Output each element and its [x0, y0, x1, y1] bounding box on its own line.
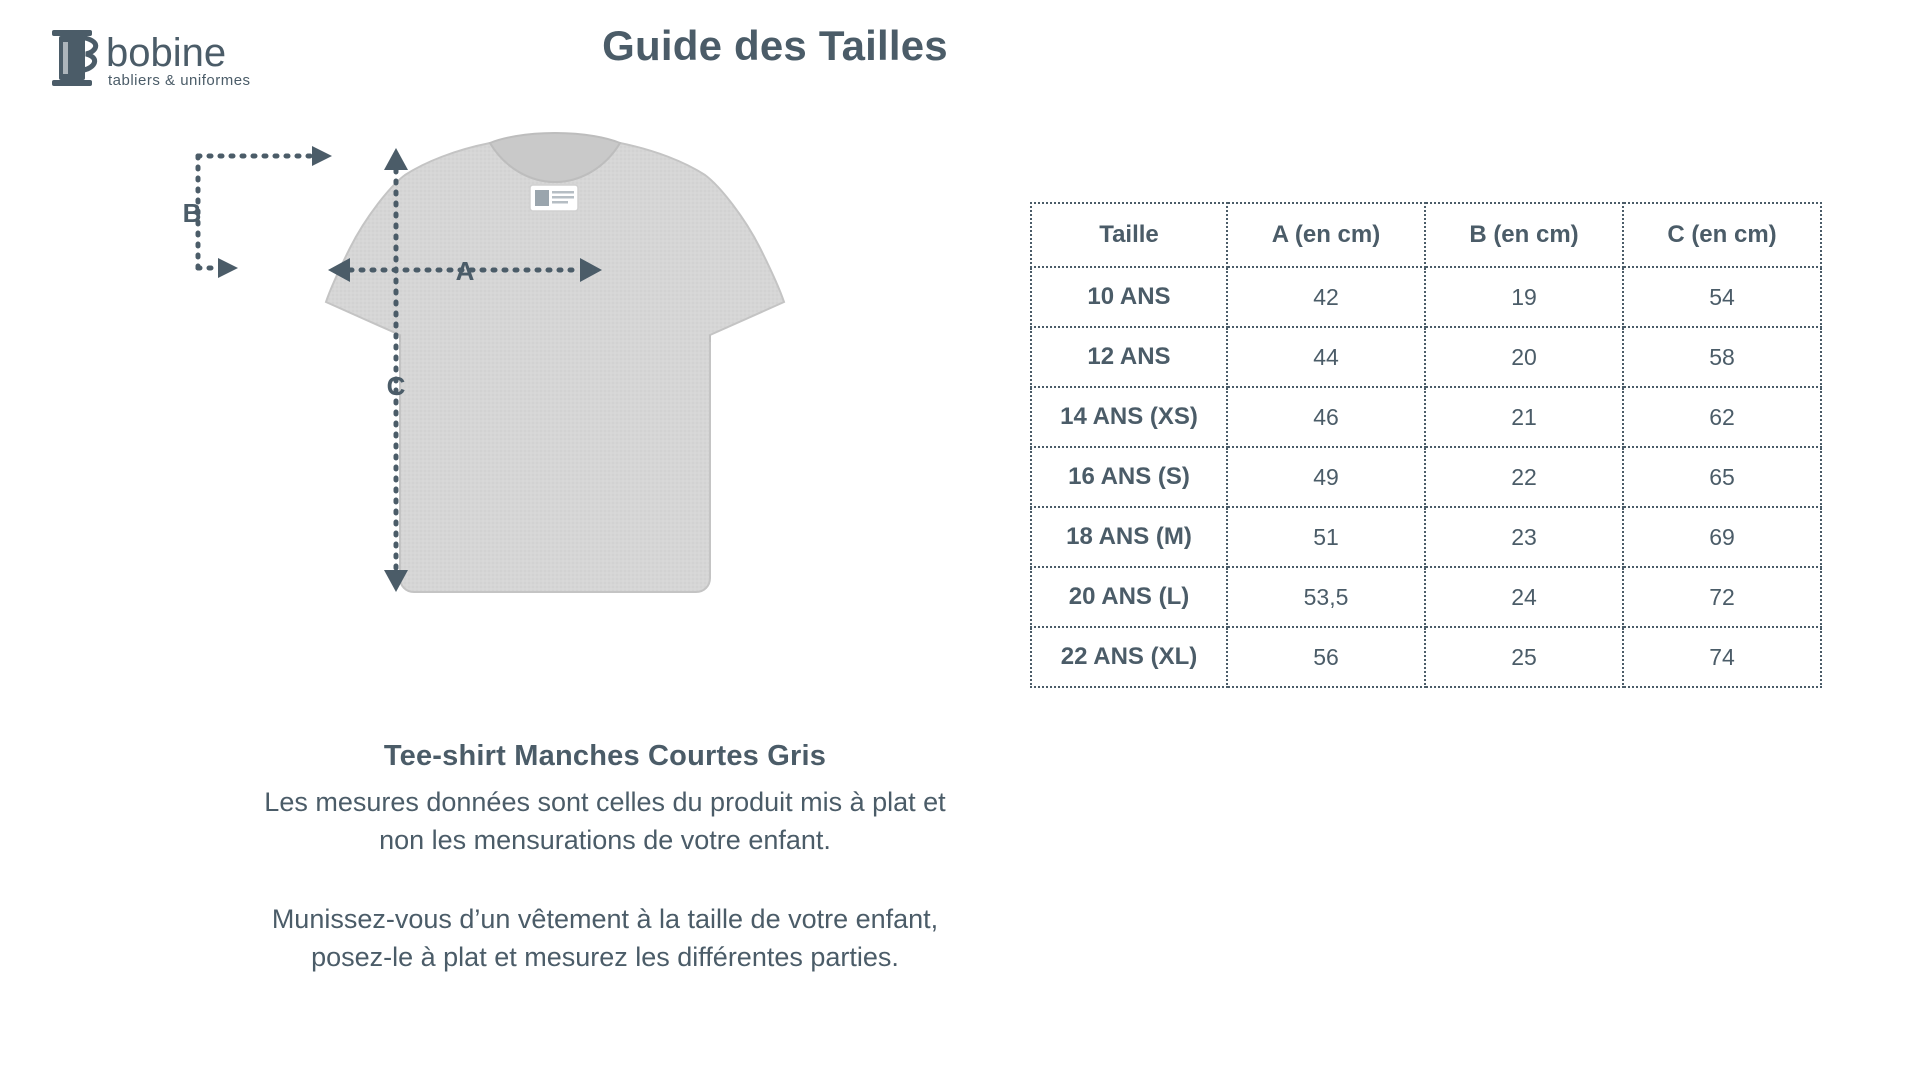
- cell-a: 51: [1227, 507, 1425, 567]
- table-row: [1031, 327, 1821, 387]
- cell-size: 14 ANS (XS): [1031, 387, 1227, 447]
- cell-size: 16 ANS (S): [1031, 447, 1227, 507]
- dimension-c-label: C: [386, 371, 406, 401]
- caption-line-3: Munissez-vous d’un vêtement à la taille de votre enfant,: [271, 903, 939, 934]
- neck-label-icon: [530, 185, 578, 211]
- cell-b: 24: [1425, 567, 1623, 627]
- page-title-text: Guide des Tailles: [602, 22, 948, 69]
- dimension-b-line: [198, 156, 312, 268]
- cell-c: 74: [1623, 627, 1821, 687]
- product-name: Tee-shirt Manches Courtes Gris: [383, 740, 827, 772]
- dimension-b-label: B: [182, 198, 202, 228]
- table-row: [1031, 267, 1821, 327]
- tshirt-icon: [182, 130, 880, 730]
- caption-line-1: Les mesures données sont celles du produit mis à plat et: [264, 787, 946, 817]
- table-header-row: [1031, 203, 1821, 267]
- cell-a: 46: [1227, 387, 1425, 447]
- cell-size: 18 ANS (M): [1031, 507, 1227, 567]
- dimension-b-arrow-top: [312, 146, 332, 166]
- cell-b: 22: [1425, 447, 1623, 507]
- cell-size: 22 ANS (XL): [1031, 627, 1227, 687]
- product-illustration: [182, 130, 880, 730]
- caption-line-4: posez-le à plat et mesurez les différentes parties.: [311, 941, 899, 972]
- cell-c: 54: [1623, 267, 1821, 327]
- table-row: [1031, 387, 1821, 447]
- table-row: [1031, 507, 1821, 567]
- table-row: [1031, 447, 1821, 507]
- dimension-a-label: A: [455, 256, 475, 286]
- cell-c: 62: [1623, 387, 1821, 447]
- cell-c: 72: [1623, 567, 1821, 627]
- column-header-b: B (en cm): [1425, 203, 1623, 267]
- cell-b: 25: [1425, 627, 1623, 687]
- dimension-b-arrow-bottom: [218, 258, 238, 278]
- table-row: [1031, 627, 1821, 687]
- dimension-c-arrow-top: [384, 148, 408, 170]
- cell-size: 12 ANS: [1031, 327, 1227, 387]
- cell-b: 23: [1425, 507, 1623, 567]
- size-table: [1030, 202, 1822, 688]
- page-title: [0, 22, 1920, 70]
- cell-a: 44: [1227, 327, 1425, 387]
- caption-block: [60, 740, 1150, 976]
- cell-c: 69: [1623, 507, 1821, 567]
- column-header-size: Taille: [1031, 203, 1227, 267]
- cell-b: 20: [1425, 327, 1623, 387]
- caption-spacer: [60, 860, 1150, 900]
- logo-wordmark: bobine: [106, 31, 227, 75]
- cell-a: 42: [1227, 267, 1425, 327]
- caption-line-2: non les mensurations de votre enfant.: [379, 825, 831, 856]
- cell-a: 53,5: [1227, 567, 1425, 627]
- cell-a: 49: [1227, 447, 1425, 507]
- logo-tagline: tabliers & uniformes: [108, 72, 251, 89]
- cell-size: 20 ANS (L): [1031, 567, 1227, 627]
- table-row: [1031, 567, 1821, 627]
- cell-c: 58: [1623, 327, 1821, 387]
- column-header-c: C (en cm): [1623, 203, 1821, 267]
- cell-a: 56: [1227, 627, 1425, 687]
- column-header-a: A (en cm): [1227, 203, 1425, 267]
- cell-c: 65: [1623, 447, 1821, 507]
- cell-size: 10 ANS: [1031, 267, 1227, 327]
- cell-b: 21: [1425, 387, 1623, 447]
- cell-b: 19: [1425, 267, 1623, 327]
- size-table-container: [1030, 202, 1820, 688]
